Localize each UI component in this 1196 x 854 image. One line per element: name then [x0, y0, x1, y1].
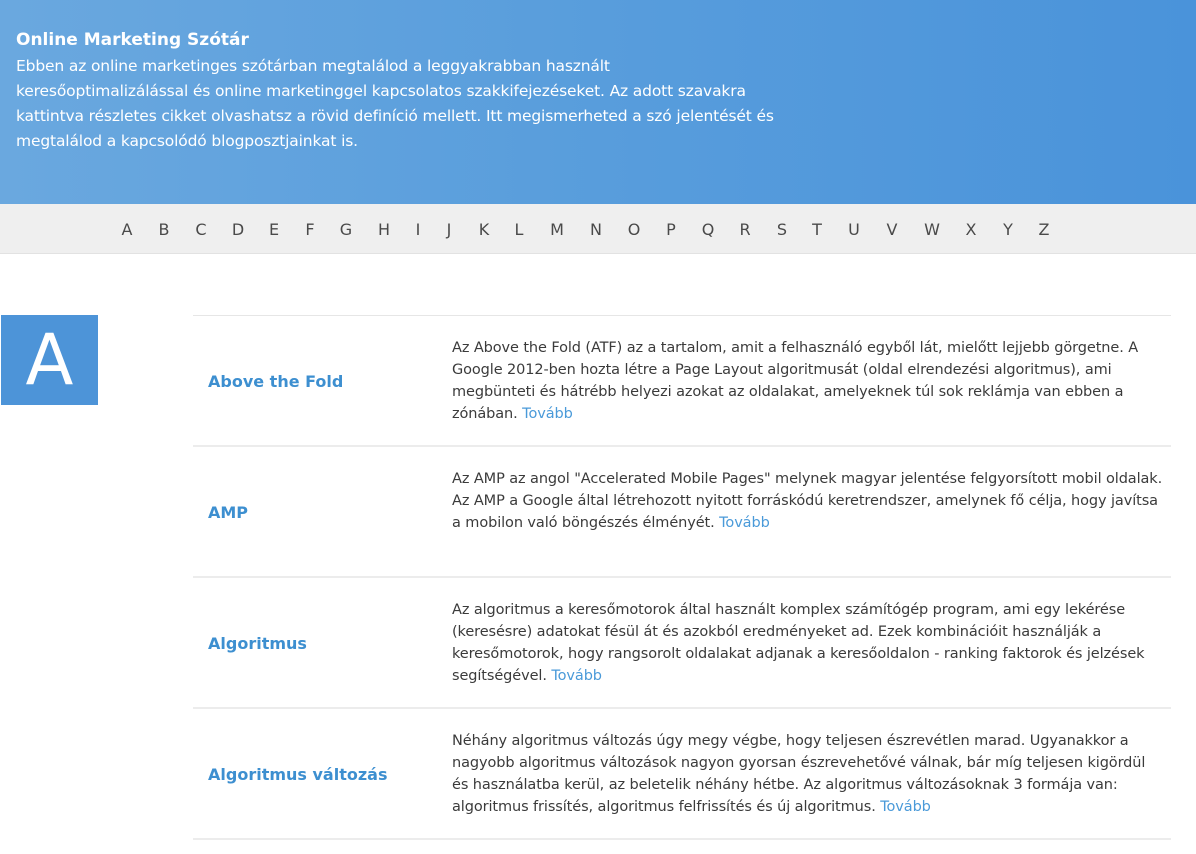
glossary-row — [193, 578, 1171, 709]
alphabet-letter-o[interactable]: O — [627, 220, 641, 239]
alphabet-letter-m[interactable]: M — [550, 220, 564, 239]
term-link[interactable]: Algoritmus változás — [208, 765, 388, 784]
page-title: Online Marketing Szótár — [16, 30, 249, 50]
glossary-row — [193, 447, 1171, 578]
alphabet-letter-r[interactable]: R — [739, 220, 751, 239]
definition-text: Az AMP az angol "Accelerated Mobile Pages" melynek magyar jelentése felgyorsított mobil oldalak. Az AMP a Google által létrehozott nyitott forráskódú keretrendszer, amelynek fő célja, hogy javítsa a mobilon való böngészés élményét. — [452, 471, 1163, 531]
alphabet-letter-i[interactable]: I — [415, 220, 421, 239]
definition-text: Néhány algoritmus változás úgy megy végbe, hogy teljesen észrevétlen marad. Ugyanakkor a nagyobb algoritmus változások nagyon gyorsan észrevehetővé válnak, bár míg teljesen kigördül és használatba kerül, az beletelik néhány hétbe. Az algoritmus változásoknak 3 formája van: algoritmus frissítés, algoritmus felfrissítés és új algoritmus. — [452, 733, 1146, 815]
definition-text: Az algoritmus a keresőmotorok által használt komplex számítógép program, ami egy lekérése (keresésre) adatokat fésül át és azokból eredményeket ad. Ezek kombinációit használják a keresőmotorok, hogy rangsorolt oldalakat adjanak a keresőoldalon - ranking faktorok és jelzések segítségével. — [452, 602, 1145, 684]
alphabet-letter-b[interactable]: B — [158, 220, 170, 239]
term-link[interactable]: Above the Fold — [208, 372, 344, 391]
alphabet-letter-h[interactable]: H — [377, 220, 391, 239]
alphabet-letter-d[interactable]: D — [231, 220, 245, 239]
term-link[interactable]: AMP — [208, 503, 249, 522]
term-definition — [452, 337, 1164, 425]
alphabet-nav — [0, 204, 1196, 254]
alphabet-letter-u[interactable]: U — [848, 220, 860, 239]
alphabet-letter-y[interactable]: Y — [1003, 220, 1013, 239]
term-definition — [452, 730, 1164, 818]
alphabet-letter-k[interactable]: K — [478, 220, 490, 239]
alphabet-letter-c[interactable]: C — [195, 220, 207, 239]
alphabet-letter-n[interactable]: N — [590, 220, 602, 239]
alphabet-letter-p[interactable]: P — [666, 220, 676, 239]
alphabet-letter-l[interactable]: L — [514, 220, 524, 239]
alphabet-letter-e[interactable]: E — [268, 220, 280, 239]
section-letter-badge: A — [1, 315, 98, 405]
term-link[interactable]: Algoritmus — [208, 634, 307, 653]
definition-text: Az Above the Fold (ATF) az a tartalom, amit a felhasználó egyből lát, mielőtt lejjebb görgetne. A Google 2012-ben hozta létre a Page Layout algoritmusát (oldal elrendezési algoritmus), ami megbünteti és hátrébb helyezi azokat az oldalakat, amelyeknek túl sok reklámja van ebben a zónában. — [452, 340, 1139, 422]
glossary-row — [193, 709, 1171, 840]
read-more-link[interactable]: Tovább — [551, 668, 602, 684]
read-more-link[interactable]: Tovább — [522, 406, 573, 422]
alphabet-letter-v[interactable]: V — [886, 220, 898, 239]
glossary-list — [193, 315, 1171, 840]
alphabet-letter-x[interactable]: X — [965, 220, 977, 239]
alphabet-letter-g[interactable]: G — [339, 220, 353, 239]
alphabet-letter-s[interactable]: S — [776, 220, 788, 239]
read-more-link[interactable]: Tovább — [719, 515, 770, 531]
read-more-link[interactable]: Tovább — [880, 799, 931, 815]
term-definition — [452, 468, 1164, 534]
term-definition — [452, 599, 1164, 687]
page-description: Ebben az online marketinges szótárban megtalálod a leggyakrabban használt keresőoptimalizálással és online marketinggel kapcsolatos szakkifejezéseket. Az adott szavakra kattintva részletes cikket olvashatsz a rövid definíció mellett. Itt megismerheted a szó jelentését és megtalálod a kapcsolódó blogposztjainkat is. — [16, 57, 774, 150]
alphabet-letter-z[interactable]: Z — [1038, 220, 1050, 239]
alphabet-letter-w[interactable]: W — [924, 220, 940, 239]
alphabet-letter-a[interactable]: A — [121, 220, 133, 239]
hero-banner — [0, 0, 1196, 204]
alphabet-letter-t[interactable]: T — [812, 220, 822, 239]
alphabet-letter-j[interactable]: J — [446, 220, 452, 239]
alphabet-letter-f[interactable]: F — [305, 220, 315, 239]
glossary-row — [193, 316, 1171, 447]
alphabet-letter-q[interactable]: Q — [701, 220, 715, 239]
